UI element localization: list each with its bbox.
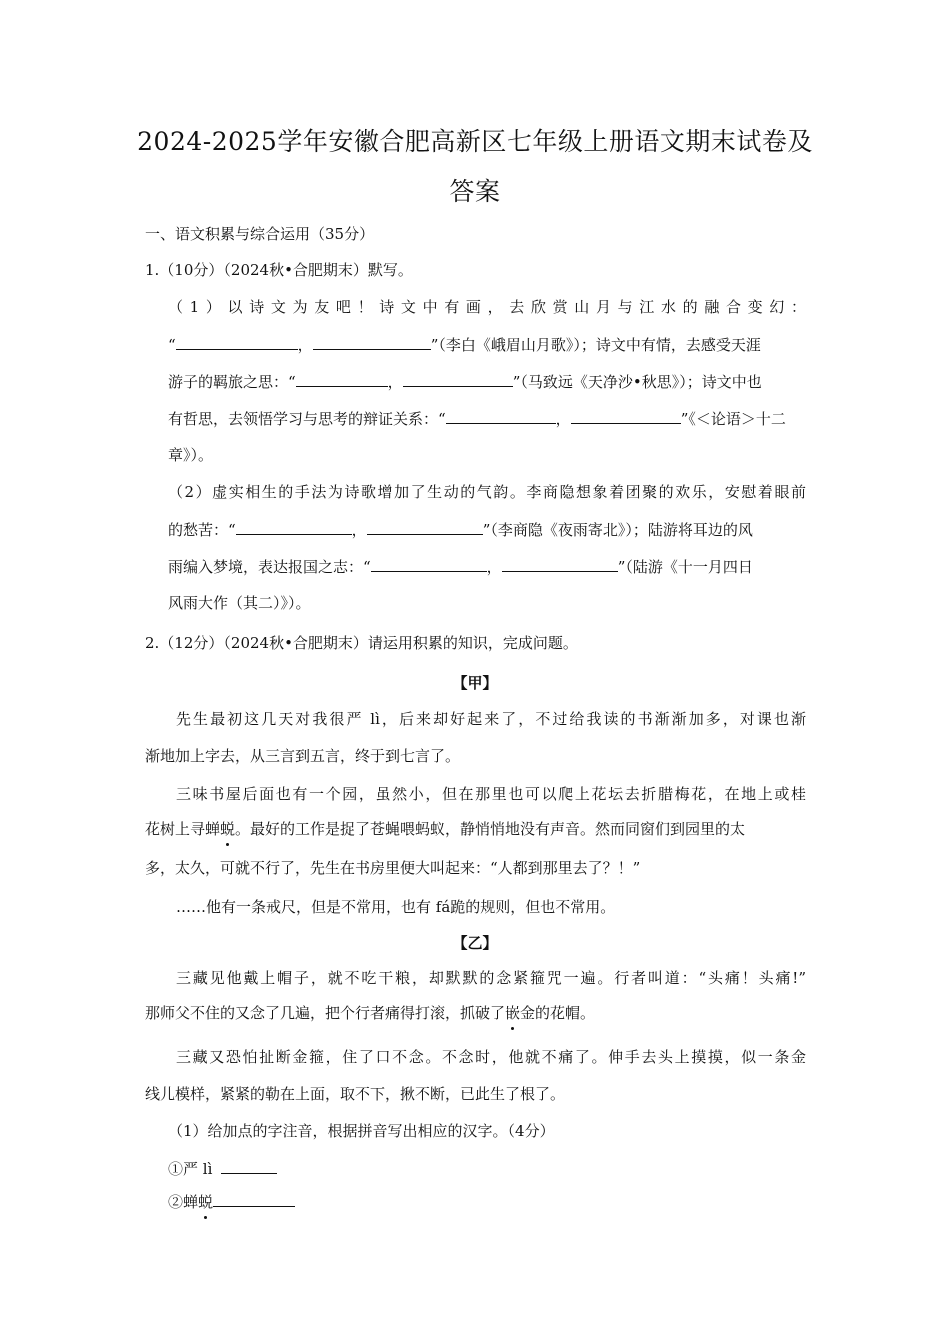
q2-stem: 2.（12分）（2024秋•合肥期末）请运用积累的知识，完成问题。 xyxy=(145,634,578,652)
q1-p2-line-3 xyxy=(168,555,753,578)
blank-1[interactable] xyxy=(176,333,298,350)
q1-p2-l3-tail: ”（陆游《十一月四日 xyxy=(617,558,753,576)
title-line-2: 答案 xyxy=(449,177,501,206)
blank-6[interactable] xyxy=(571,407,681,424)
blank-2[interactable] xyxy=(313,333,431,350)
q1-p1-line-1: （1）以诗文为友吧！诗文中有画，去欣赏山月与江水的融合变幻： xyxy=(168,298,806,316)
jia-p3: ……他有一条戒尺，但是不常用，也有 fá跪的规则，但也不常用。 xyxy=(176,898,616,916)
q1-p1-l4-head: 有哲思，去领悟学习与思考的辩证关系：“ xyxy=(168,410,446,428)
q1-p1-l2-comma: ， xyxy=(297,336,313,354)
yi-p1-line-2 xyxy=(145,1002,595,1024)
yi-p1-line-1: 三藏见他戴上帽子，就不吃干粮，却默默的念紧箍咒一遍。行者叫道：“头痛！头痛!” xyxy=(176,969,806,987)
item-1-text: ①严 lì xyxy=(168,1160,218,1178)
blank-3[interactable] xyxy=(296,370,388,387)
q1-p1-l4-comma: ， xyxy=(555,410,571,428)
yi-p1-l2-head: 那师父不住的又念了几遍，把个行者痛得打滚，抓破了 xyxy=(145,1004,506,1022)
q1-p1-line-5: 章》）。 xyxy=(168,446,214,464)
passage-yi-label: 【乙】 xyxy=(452,934,498,952)
jia-p2-l2-tail: 。最好的工作是捉了苍蝇喂蚂蚁，静悄悄地没有声音。然而同窗们到园里的太 xyxy=(235,820,746,838)
q1-p2-l2-comma: ， xyxy=(351,521,367,539)
yi-p1-l2-tail: 金的花帽。 xyxy=(520,1004,596,1022)
q1-p1-l3-comma: ， xyxy=(387,373,403,391)
jia-p2-line-1: 三味书屋后面也有一个园，虽然小，但在那里也可以爬上花坛去折腊梅花，在地上或桂 xyxy=(176,785,806,803)
jia-p2-line-3: 多，太久，可就不行了，先生在书房里便大叫起来：“人都到那里去了？！” xyxy=(145,859,641,877)
q2-sub1-stem: （1）给加点的字注音，根据拼音写出相应的汉字。（4分） xyxy=(168,1122,555,1140)
blank-10[interactable] xyxy=(502,555,618,572)
q1-p2-l3-comma: ， xyxy=(486,558,502,576)
passage-jia-label: 【甲】 xyxy=(452,674,498,692)
q1-p1-l3-head: 游子的羁旅之思：“ xyxy=(168,373,296,391)
q1-p2-line-1: （2）虚实相生的手法为诗歌增加了生动的气韵。李商隐想象着团聚的欢乐，安慰着眼前 xyxy=(168,483,806,501)
jia-p2-line-2 xyxy=(145,818,745,840)
dotted-char-tui: 蜕 xyxy=(220,820,236,838)
blank-4[interactable] xyxy=(403,370,513,387)
jia-p1-line-2: 渐地加上字去，从三言到五言，终于到七言了。 xyxy=(145,747,461,765)
q1-stem: 1.（10分）（2024秋•合肥期末）默写。 xyxy=(145,261,413,279)
q1-p1-line-4 xyxy=(168,407,786,430)
q1-p2-line-2 xyxy=(168,518,753,541)
q1-p1-l4-tail: ”《＜论语＞十二 xyxy=(680,410,786,428)
dotted-char-qian: 嵌 xyxy=(505,1004,521,1022)
q1-p1-line-2 xyxy=(168,333,761,356)
jia-p1-line-1: 先生最初这几天对我很严 lì，后来却好起来了，不过给我读的书渐渐加多，对课也渐 xyxy=(176,710,806,728)
q1-p1-l2-open: “ xyxy=(168,336,176,354)
jia-p2-l2-head: 花树上寻蝉 xyxy=(145,820,221,838)
dotted-char-tui-2: 蜕 xyxy=(198,1193,214,1211)
item-2-text: ②蝉 xyxy=(168,1193,199,1211)
q1-p2-l3-head: 雨编入梦境，表达报国之志：“ xyxy=(168,558,371,576)
title-line-1: 2024-2025学年安徽合肥高新区七年级上册语文期末试卷及 xyxy=(137,127,813,156)
yi-p2-line-2: 线儿模样，紧紧的勒在上面，取不下，揪不断，已此生了根了。 xyxy=(145,1085,566,1103)
q1-p1-l3-tail: ”（马致远《天净沙•秋思》）；诗文中也 xyxy=(512,373,762,391)
q1-p2-l2-head: 的愁苦：“ xyxy=(168,521,236,539)
q2-sub1-item-1 xyxy=(168,1157,277,1180)
answer-blank-2[interactable] xyxy=(213,1190,295,1207)
blank-7[interactable] xyxy=(236,518,352,535)
blank-5[interactable] xyxy=(446,407,556,424)
blank-8[interactable] xyxy=(367,518,483,535)
q1-p1-l2-tail: ”（李白《峨眉山月歌》）；诗文中有情，去感受天涯 xyxy=(430,336,761,354)
section-1-heading: 一、语文积累与综合运用（35分） xyxy=(145,225,375,243)
q1-p1-line-3 xyxy=(168,370,762,393)
q2-sub1-item-2 xyxy=(168,1190,295,1213)
answer-blank-1[interactable] xyxy=(221,1157,277,1174)
yi-p2-line-1: 三藏又恐怕扯断金箍，住了口不念。不念时，他就不痛了。伸手去头上摸摸，似一条金 xyxy=(176,1048,806,1066)
blank-9[interactable] xyxy=(371,555,487,572)
q1-p2-l2-tail: ”（李商隐《夜雨寄北》）；陆游将耳边的风 xyxy=(482,521,753,539)
q1-p2-line-4: 风雨大作（其二）》）。 xyxy=(168,594,311,612)
